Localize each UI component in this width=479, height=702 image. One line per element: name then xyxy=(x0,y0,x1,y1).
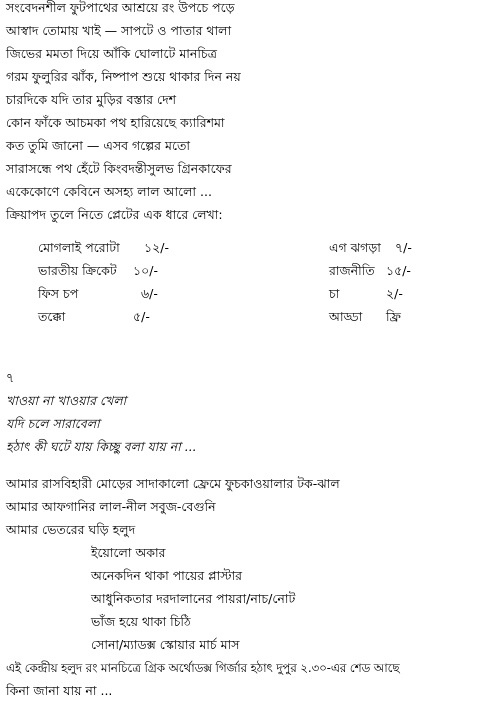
poem-line: সারাসন্ধে পথ হেঁটে কিংবদন্তীসুলভ গ্রিনকাফের xyxy=(6,161,232,176)
section-number: ৭ xyxy=(6,370,15,385)
menu-item-name: মোগলাই পরোটা xyxy=(38,240,120,255)
menu-item-name: ভারতীয় ক্রিকেট xyxy=(38,263,117,278)
menu-item-name: চা xyxy=(329,286,340,301)
indented-line: সোনা/ম্যাডক্স স্কোয়ার মার্চ মাস xyxy=(91,637,240,652)
poem-line: আস্বাদ তোমায় খাই — সাপটে ও পাতার থালা xyxy=(6,23,232,38)
menu-item-name: ফিস চপ xyxy=(38,286,79,301)
poem-line: আমার ভেতরের ঘড়ি হলুদ xyxy=(6,522,136,537)
italic-line: যদি চলে সারাবেলা xyxy=(6,416,100,431)
indented-line: অনেকদিন থাকা পায়ের প্লাস্টার xyxy=(91,568,243,583)
poem-line: সংবেদনশীল ফুটপাথের আশ্রয়ে রং উপচে পড়ে xyxy=(6,0,235,15)
indented-line: আধুনিকতার দরদালানের পায়রা/নাচ/নোট xyxy=(91,591,296,606)
poem-line: আমার আফগানির লাল-নীল সবুজ-বেগুনি xyxy=(6,499,216,514)
poem-line: কিনা জানা যায় না ... xyxy=(6,683,113,698)
poem-line: গরম ফুলুরির ঝাঁক, নিষ্পাপ শুয়ে থাকার দিন নয় xyxy=(6,69,241,84)
menu-item-price: ১২/- xyxy=(144,240,169,255)
menu-item-price: ৬/- xyxy=(141,286,158,301)
indented-line: ইয়োলো অকার xyxy=(91,545,166,560)
poem-line: চারদিকে যদি তার মুড়ির বস্তার দেশ xyxy=(6,92,177,107)
menu-item-name: এগ ঝগড়া xyxy=(329,240,381,255)
menu-item-name: তক্কো xyxy=(38,309,66,324)
italic-line: খাওয়া না খাওয়ার খেলা xyxy=(6,393,127,408)
menu-item-name: রাজনীতি xyxy=(329,263,375,278)
poem-line: এই কেন্দ্রীয় হলুদ রং মানচিত্রে গ্রিক অর্থোডক্স গির্জার হঠাৎ দুপুর ২.৩০-এর শেড আছে xyxy=(6,661,400,675)
menu-item-price: ২/- xyxy=(386,286,403,301)
menu-item-name: আড্ডা xyxy=(329,309,363,324)
poem-line: জিভের মমতা দিয়ে আঁকি ঘোলাটে মানচিত্র xyxy=(6,46,217,61)
menu-item-price: ফ্রি xyxy=(386,309,401,324)
poem-line: ক্রিয়াপদ তুলে নিতে প্লেটের এক ধারে লেখা: xyxy=(6,207,223,222)
indented-line: ভাঁজ হয়ে থাকা চিঠি xyxy=(91,614,191,629)
menu-item-price: ৭/- xyxy=(395,240,412,255)
poem-line: একেকোণে কেবিনে অসহ্য লাল আলো ... xyxy=(6,184,212,199)
menu-item-price: ১৫/- xyxy=(386,263,411,278)
poem-line: কোন ফাঁকে আচমকা পথ হারিয়েছে ক্যারিশমা xyxy=(6,115,225,130)
menu-item-price: ১০/- xyxy=(133,263,158,278)
poem-line: কত তুমি জানো — এসব গল্পের মতো xyxy=(6,138,190,153)
poem-line: আমার রাসবিহারী মোড়ের সাদাকালো ফ্রেমে ফুচকাওয়ালার টক-ঝাল xyxy=(6,476,340,491)
menu-item-price: ৫/- xyxy=(133,309,150,324)
italic-line: হঠাৎ কী ঘটে যায় কিচ্ছু বলা যায় না ... xyxy=(6,439,197,454)
